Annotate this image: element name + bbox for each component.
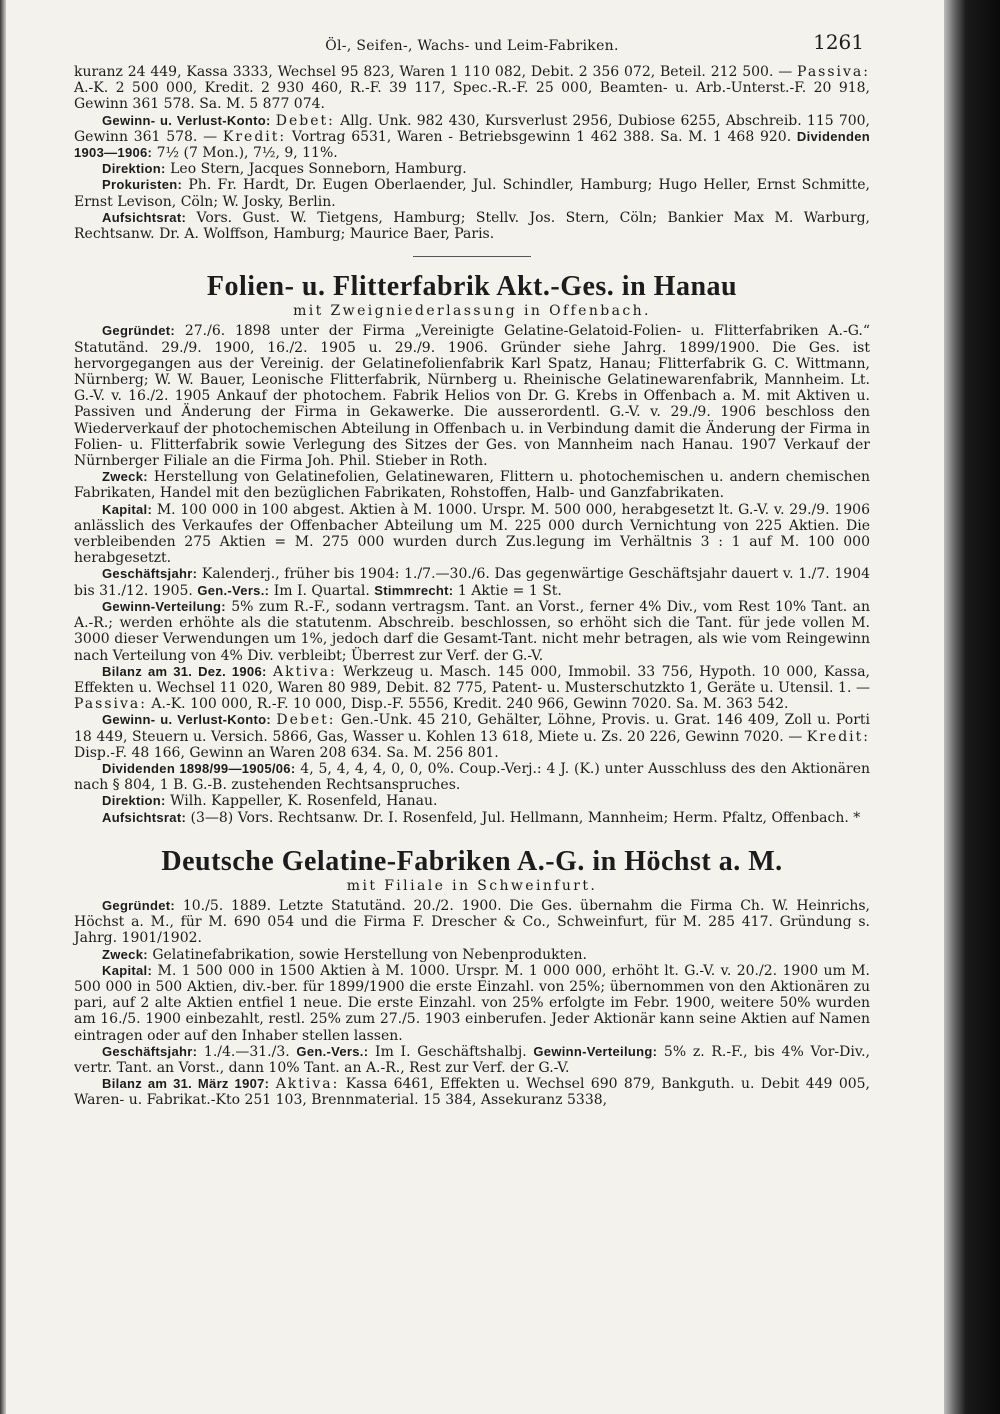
company1-title: Folien- u. Flitterfabrik Akt.-Ges. in Hanau	[206, 271, 738, 303]
c1-gegruendet: Gegründet: 27./6. 1898 unter der Firma „Vereinigte Gelatine-Gelatoid-Folien- u. Flitterfabriken A.-G.“ Statutänd. 29./9. 1900, 16./2. 1905 u. 29./9. 1906. Gründer siehe Jahrg. 1899/1900. Die Ges. ist hervorgegangen aus der Vereinig. der Gelatinefolienfabrik Karl Spatz, Hanau; Flitterfabrik G. C. Wittmann, Nürnberg; W. W. Bauer, Leonische Flitterfabrik, Nürnberg u. Rheinische Gelatinewarenfabrik, Mannheim. Lt. G.-V. v. 16./2. 1905 Ankauf der photochem. Fabrik Helios von Dr. G. Krebs in Offenbach a. M. mit Aktiven u. Passiven und Änderung der Firma in Gekawerke. Die ausserordentl. G.-V. v. 29./9. 1906 beschloss den Wiederverkauf der photochemischen Abteilung in Offenbach u. in Verbindung damit die Änderung der Firma in Folien- u. Flitterfabrik sowie Verlegung des Sitzes der Ges. von Mannheim nach Hanau. 1907 Verkauf der Nürnberger Filiale an die Firma Joh. Phil. Stieber in Roth.	[74, 323, 870, 470]
company1-subtitle: mit Zweigniederlassung in Offenbach.	[293, 303, 651, 320]
c1-gewinn-verlust: Gewinn- u. Verlust-Konto: Debet: Gen.-Unk. 45 210, Gehälter, Löhne, Provis. u. Grat. 146 409, Zoll u. Porti 18 449, Steuern u. Versich. 5866, Gas, Wasser u. Kohlen 13 618, Miete u. Zs. 20 226, Gewinn 7020. — Kredit: Disp.-F. 48 166, Gewinn an Waren 208 634. Sa. M. 256 801.	[74, 712, 871, 761]
c1-direktion: Direktion: Wilh. Kappeller, K. Rosenfeld, Hanau.	[102, 793, 438, 810]
running-header-title: Öl-, Seifen-, Wachs- und Leim-Fabriken.	[325, 38, 619, 54]
c2-geschaeftsjahr: Geschäftsjahr: 1./4.—31./3. Gen.-Vers.: Im I. Geschäftshalbj. Gewinn-Verteilung: 5% z. R.-F., bis 4% Vor-Div., vertr. Tant. an Vorst., dann 10% Tant. an A.-R., Rest zur Verf. der G.-V.	[74, 1043, 870, 1076]
prev-balance-paragraph: kuranz 24 449, Kassa 3333, Wechsel 95 823, Waren 1 110 082, Debit. 2 356 072, Beteil. 212 500. — Passiva: A.-K. 2 500 000, Kredit. 2 930 460, R.-F. 39 117, Spec.-R.-F. 25 000, Beamten- u. Arb.-Unterst.-F. 20 918, Gewinn 361 578. Sa. M. 5 877 074.	[74, 64, 870, 113]
document-page	[74, 30, 871, 1109]
gv-label: Gewinn- u. Verlust-Konto:	[102, 112, 271, 128]
company2-title: Deutsche Gelatine-Fabriken A.-G. in Höchst a. M.	[161, 845, 783, 877]
c2-zweck: Zweck: Gelatinefabrikation, sowie Herstellung von Nebenprodukten.	[102, 946, 587, 963]
c1-bilanz: Bilanz am 31. Dez. 1906: Aktiva: Werkzeug u. Masch. 145 000, Immobil. 33 756, Hypoth. 10 000, Kassa, Effekten u. Wechsel 11 020, Waren 80 989, Debit. 82 775, Patent- u. Musterschutzkto 1, Geräte u. Utensil. 1. — Passiva: A.-K. 100 000, R.-F. 10 000, Disp.-F. 5556, Kredit. 240 966, Gewinn 7020. Sa. M. 363 542.	[74, 663, 870, 713]
c1-geschaeftsjahr: Geschäftsjahr: Kalenderj., früher bis 1904: 1./7.—30./6. Das gegenwärtige Geschäftsjahr dauert v. 1./7. 1904 bis 31./12. 1905. Gen.-Vers.: Im I. Quartal. Stimmrecht: 1 Aktie = 1 St.	[74, 566, 870, 599]
c2-gegruendet: Gegründet: 10./5. 1889. Letzte Statutänd. 20./2. 1900. Die Ges. übernahm die Firma Ch. W. Heinrichs, Höchst a. M., für M. 690 054 und die Firma F. Drescher & Co., Schweinfurt, für M. 285 417. Gründung s. Jahrg. 1901/1902.	[74, 897, 870, 947]
prev-aufsichtsrat: Aufsichtsrat: Vors. Gust. W. Tietgens, Hamburg; Stellv. Jos. Stern, Cöln; Bankier Max M. Warburg, Rechtsanw. Dr. A. Wolffson, Hamburg; Maurice Baer, Paris.	[74, 209, 870, 243]
page-number: 1261	[813, 30, 864, 54]
c1-kapital: Kapital: M. 100 000 in 100 abgest. Aktien à M. 1000. Urspr. M. 500 000, herabgesetzt lt. G.-V. v. 29./9. 1906 anlässlich des Verkaufes der Offenbacher Abteilung um M. 225 000 durch Vernichtung von 225 Aktien. Die verbleibenden 275 Aktien = M. 275 000 wurden durch Zus.legung im Verhältnis 3 : 1 auf M. 100 000 herabgesetzt.	[74, 501, 870, 567]
passiva-label: Passiva:	[797, 64, 870, 80]
prev-gv-paragraph: Gewinn- u. Verlust-Konto: Debet: Allg. Unk. 982 430, Kursverlust 2956, Dubiose 6255, Abschreib. 115 700, Gewinn 361 578. — Kredit: Vortrag 6531, Waren - Betriebsgewinn 1 462 388. Sa. M. 1 468 920. Dividenden 1903—1906: 7½ (7 Mon.), 7½, 9, 11%.	[74, 112, 871, 162]
c2-kapital: Kapital: M. 1 500 000 in 1500 Aktien à M. 1000. Urspr. M. 1 000 000, erhöht lt. G.-V. v. 20./2. 1900 um M. 500 000 in 500 Aktien, div.-ber. für 1899/1900 die erste Einzahl. von 25%; übernommen von den Aktionären zu pari, auf 2 alte Aktien entfiel 1 neue. Die erste Einzahl. von 25% erfolgte im Febr. 1900, weitere 50% wurden am 16./5. 1900 einbezahlt, restl. 25% zum 27./5. 1903 einberufen. Jeder Aktionär kann seine Aktien auf Namen eintragen oder auf den Inhaber stellen lassen.	[74, 962, 870, 1044]
scan-left-edge	[0, 0, 6, 1414]
c1-gewinn-verteilung: Gewinn-Verteilung: 5% zum R.-F., sodann vertragsm. Tant. an Vorst., ferner 4% Div., vom Rest 10% Tant. an A.-R.; werden erhöhte als die statutenm. Abschreib. beschlossen, so erhöht sich die Tant. für jede vollen M. 3000 dieser Verwendungen um 1%, jedoch darf die Gesamt-Tant. nicht mehr betragen, als wie vom Reingewinn nach Verteilung von 4% Div. verbleibt; Überrest zur Verf. der G.-V.	[74, 598, 870, 664]
company2-subtitle: mit Filiale in Schweinfurt.	[346, 877, 598, 894]
c1-aufsichtsrat: Aufsichtsrat: (3—8) Vors. Rechtsanw. Dr. I. Rosenfeld, Jul. Hellmann, Mannheim; Herm. Pfaltz, Offenbach. *	[102, 809, 861, 826]
c2-bilanz: Bilanz am 31. März 1907: Aktiva: Kassa 6461, Effekten u. Wechsel 690 879, Bankguth. u. Debit 449 005, Waren- u. Fabrikat.-Kto 251 103, Brennmaterial. 15 384, Assekuranz 5338,	[74, 1076, 870, 1109]
scan-right-edge	[944, 0, 1000, 1414]
prev-direktion: Direktion: Leo Stern, Jacques Sonneborn, Hamburg.	[102, 161, 467, 178]
c1-zweck: Zweck: Herstellung von Gelatinefolien, Gelatinewaren, Flittern u. photochemischen u. andern chemischen Fabrikaten, Handel mit den bezüglichen Fabrikaten, Rohstoffen, Halb- und Ganzfabrikaten.	[74, 469, 870, 502]
c1-dividenden: Dividenden 1898/99—1905/06: 4, 5, 4, 4, 4, 0, 0, 0%. Coup.-Verj.: 4 J. (K.) unter Ausschluss des den Aktionären nach § 804, 1 B. G.-B. zustehenden Rechtsanspruches.	[74, 760, 870, 794]
section-divider	[413, 256, 531, 257]
dividenden-label: Dividenden 1903—1906:	[74, 128, 870, 161]
running-header	[74, 30, 870, 64]
prev-prokuristen: Prokuristen: Ph. Fr. Hardt, Dr. Eugen Oberlaender, Jul. Schindler, Hamburg; Hugo Heller, Ernst Schmitte, Ernst Levison, Cöln; W. Josky, Berlin.	[74, 177, 870, 210]
